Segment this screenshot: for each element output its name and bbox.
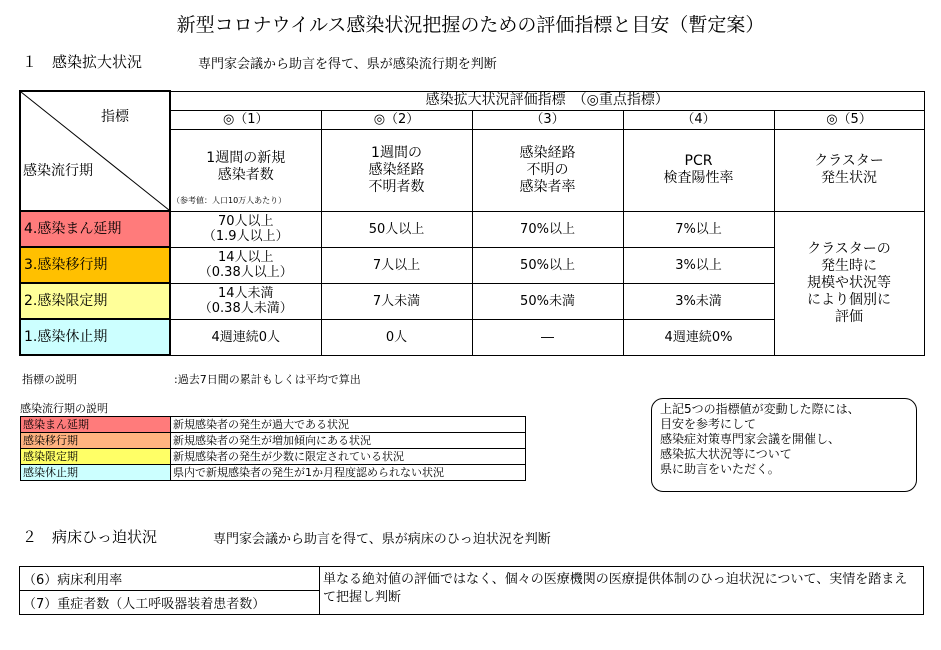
bed-item: （6）病床利用率 — [20, 567, 320, 591]
corner-cell — [20, 91, 170, 211]
section1-subtitle: 専門家会議から助言を得て、県が感染流行期を判断 — [198, 57, 497, 72]
period-expl-table — [20, 416, 526, 481]
table-row — [20, 567, 924, 591]
bed-desc: 単なる絶対値の評価ではなく、個々の医療機関の医療提供体制のひっ迫状況について、実情を踏まえて把握し判断 — [320, 567, 924, 615]
value-cell: 50%未満 — [472, 283, 623, 319]
bed-table — [19, 566, 924, 615]
value-cell: 50人以上 — [321, 211, 472, 247]
bed-item: （7）重症者数（人工呼吸器装着患者数） — [20, 591, 320, 615]
section2-heading: ２ 病床ひっ迫状況 — [22, 528, 158, 546]
period-desc: 県内で新規感染者の発生が1か月程度認められない状況 — [171, 465, 526, 481]
col-name: 1週間の 感染経路 不明者数 — [321, 129, 472, 211]
col-num: （4） — [623, 110, 774, 129]
group-header: 感染拡大状況評価指標 （◎重点指標） — [170, 91, 924, 110]
col-num: ◎（5） — [774, 110, 924, 129]
col-name-text: 1週間の新規 感染者数 — [206, 150, 286, 183]
value-cell: 70%以上 — [472, 211, 623, 247]
col1-note: （参考値：人口10万人あたり） — [172, 195, 287, 205]
level-cell: 3.感染移行期 — [20, 247, 170, 283]
period-name: 感染まん延期 — [21, 417, 171, 433]
period-expl-label: 感染流行期の説明 — [20, 402, 108, 415]
level-cell: 4.感染まん延期 — [20, 211, 170, 247]
col-name: PCR 検査陽性率 — [623, 129, 774, 211]
value-cell: 3%以上 — [623, 247, 774, 283]
indicator-expl-label: 指標の説明 — [22, 373, 77, 386]
period-desc: 新規感染者の発生が過大である状況 — [171, 417, 526, 433]
table-row — [20, 211, 924, 247]
value-cell: 14人以上 （0.38人以上） — [170, 247, 321, 283]
table-row — [21, 449, 526, 465]
value-cell: 4週連続0人 — [170, 319, 321, 355]
value-cell: ― — [472, 319, 623, 355]
cluster-note: クラスターの 発生時に 規模や状況等 により個別に 評価 — [774, 211, 924, 355]
value-cell: 7人以上 — [321, 247, 472, 283]
table-row — [21, 465, 526, 481]
col-name: クラスター 発生状況 — [774, 129, 924, 211]
indicator-table — [19, 90, 925, 356]
table-row — [21, 417, 526, 433]
value-cell: 50%以上 — [472, 247, 623, 283]
col-num: ◎（2） — [321, 110, 472, 129]
table-row — [21, 433, 526, 449]
corner-indicator-label: 指標 — [101, 109, 129, 125]
value-cell: 7人未満 — [321, 283, 472, 319]
page-title: 新型コロナウイルス感染状況把握のための評価指標と目安（暫定案） — [176, 14, 765, 36]
section2-subtitle: 専門家会議から助言を得て、県が病床のひっ迫状況を判断 — [213, 532, 551, 547]
value-cell: 14人未満 （0.38人未満） — [170, 283, 321, 319]
period-desc: 新規感染者の発生が少数に限定されている状況 — [171, 449, 526, 465]
indicator-expl-text: :過去7日間の累計もしくは平均で算出 — [174, 373, 361, 386]
col-num: （3） — [472, 110, 623, 129]
level-cell: 2.感染限定期 — [20, 283, 170, 319]
corner-period-label: 感染流行期 — [23, 163, 93, 179]
period-desc: 新規感染者の発生が増加傾向にある状況 — [171, 433, 526, 449]
section1-heading: １ 感染拡大状況 — [22, 53, 143, 71]
col-name — [170, 129, 321, 211]
period-name: 感染限定期 — [21, 449, 171, 465]
value-cell: 0人 — [321, 319, 472, 355]
value-cell: 70人以上 （1.9人以上） — [170, 211, 321, 247]
note-box: 上記5つの指標値が変動した際には、 目安を参考にして 感染症対策専門家会議を開催し、 感染拡大状況等について 県に助言をいただく。 — [651, 398, 917, 492]
diagonal-line — [21, 92, 169, 210]
value-cell: 3%未満 — [623, 283, 774, 319]
col-name: 感染経路 不明の 感染者率 — [472, 129, 623, 211]
value-cell: 4週連続0% — [623, 319, 774, 355]
period-name: 感染移行期 — [21, 433, 171, 449]
level-cell: 1.感染休止期 — [20, 319, 170, 355]
value-cell: 7%以上 — [623, 211, 774, 247]
period-name: 感染休止期 — [21, 465, 171, 481]
col-num: ◎（1） — [170, 110, 321, 129]
